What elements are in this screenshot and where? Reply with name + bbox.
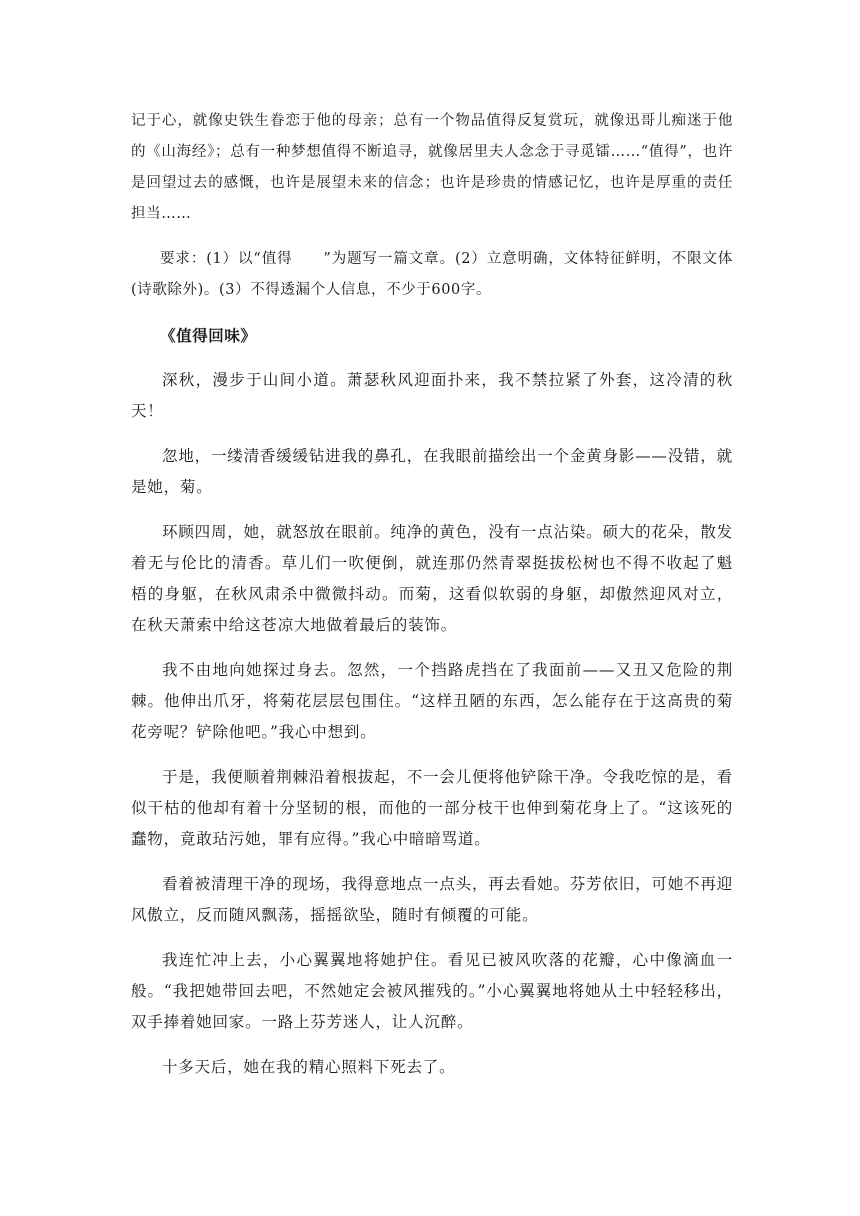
- essay-paragraph: 忽地，一缕清香缓缓钻进我的鼻孔，在我眼前描绘出一个金黄身影——没错，就是她，菊。: [131, 447, 733, 496]
- essay-title: 《值得回味》: [160, 326, 257, 345]
- essay-paragraph: 深秋，漫步于山间小道。萧瑟秋风迎面扑来，我不禁拉紧了外套，这冷清的秋天！: [131, 371, 733, 420]
- essay-paragraph: 看着被清理干净的现场，我得意地点一点头，再去看她。芬芳依旧，可她不再迎风傲立，反而随风飘荡，摇摇欲坠，随时有倾覆的可能。: [131, 875, 733, 924]
- essay-paragraph: 我不由地向她探过身去。忽然，一个挡路虎挡在了我面前——又丑又危险的荆棘。他伸出爪牙，将菊花层层包围住。“这样丑陋的东西，怎么能存在于这高贵的菊花旁呢？铲除他吧。”我心中想到。: [131, 661, 733, 741]
- essay-paragraph: 于是，我便顺着荆棘沿着根拔起，不一会儿便将他铲除干净。令我吃惊的是，看似干枯的他却有着十分坚韧的根，而他的一部分枝干也伸到菊花身上了。“这该死的蠢物，竟敢玷污她，罪有应得。”我心中暗暗骂道。: [131, 768, 733, 848]
- essay-paragraph: 环顾四周，她，就怒放在眼前。纯净的黄色，没有一点沾染。硕大的花朵，散发着无与伦比的清香。草儿们一吹便倒，就连那仍然青翠挺拔松树也不得不收起了魁梧的身躯，在秋风肃杀中微微抖动。而菊，这看似软弱的身躯，却傲然迎风对立，在秋天萧索中给这苍凉大地做着最后的装饰。: [131, 523, 733, 634]
- essay-paragraph: 我连忙冲上去，小心翼翼地将她护住。看见已被风吹落的花瓣，心中像滴血一般。“我把她带回去吧，不然她定会被风摧残的。”小心翼翼地将她从土中轻轻移出，双手捧着她回家。一路上芬芳迷人，让人沉醉。: [131, 951, 733, 1031]
- essay-paragraph: 十多天后，她在我的精心照料下死去了。: [162, 1058, 456, 1076]
- document-body: [131, 106, 733, 1083]
- prompt-intro-text: 记于心，就像史铁生眷恋于他的母亲；总有一个物品值得反复赏玩，就像迅哥儿痴迷于他的《山海经》；总有一种梦想值得不断追寻，就像居里夫人念念于寻觅镭……“值得”，也许是回望过去的感慨，也许是展望未来的信念；也许是珍贵的情感记忆，也许是厚重的责任担当……: [131, 113, 733, 222]
- writing-requirements: 要求：(1）以“值得 ”为题写一篇文章。(2）立意明确，文体特征鲜明，不限文体(诗歌除外)。(3）不得透漏个人信息，不少于600字。: [131, 251, 733, 298]
